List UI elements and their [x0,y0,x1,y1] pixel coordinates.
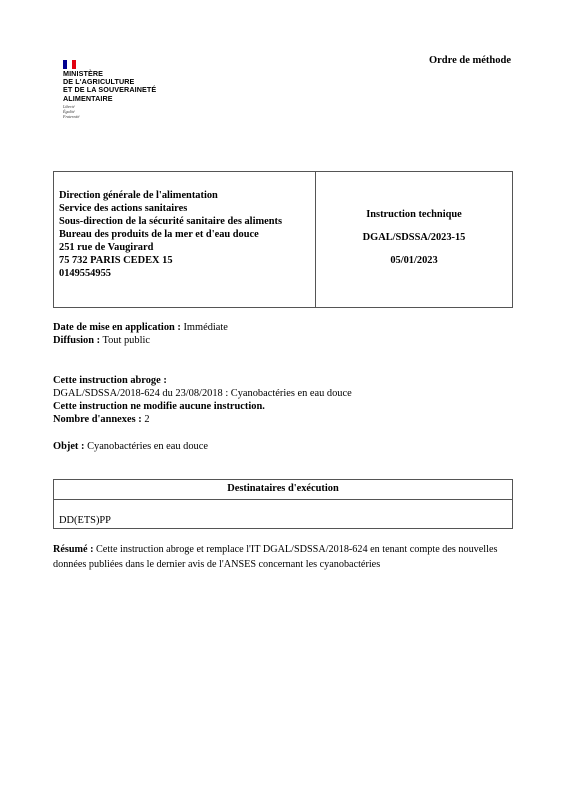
motto-line: Égalité [63,109,75,114]
logo-line: DE L'AGRICULTURE [63,77,135,87]
annexes-line [53,414,150,427]
diffusion-label: Diffusion : [53,335,101,346]
logo-line: MINISTÈRE [63,69,104,78]
issuer-line: 0149554955 [59,268,111,279]
republic-motto [63,104,79,119]
marianne-flag-icon [63,60,76,69]
document-type: Ordre de méthode [428,55,511,66]
issuer-line: 251 rue de Vaugirard [59,242,154,253]
issuer-line: Direction générale de l'alimentation [59,190,218,201]
reference-block [316,172,512,307]
header-box [53,171,513,308]
resume-text: Cette instruction abroge et remplace l'IT DGAL/SDSSA/2018-624 en tenant compte des nouvelles données publiées dans le dernier avis de l'ANSES concernant les cyanobactéries [53,544,498,570]
issuer-line: Sous-direction de la sécurité sanitaire des aliments [59,216,283,227]
destinataires-value: DD(ETS)PP [59,515,111,526]
issuer-block [54,172,316,307]
logo-line: ET DE LA SOUVERAINETÉ [63,85,157,95]
objet-value: Cyanobactéries en eau douce [87,441,208,452]
resume-paragraph [53,543,513,572]
instruction-date: 05/01/2023 [390,255,438,266]
modifie-text: Cette instruction ne modifie aucune instruction. [53,401,265,412]
instruction-type: Instruction technique [366,209,462,220]
annexes-value: 2 [144,414,150,425]
destinataires-title: Destinataires d'exécution [54,480,512,500]
abroge-value: DGAL/SDSSA/2018-624 du 23/08/2018 : Cyanobactéries en eau douce [53,388,352,399]
issuer-line: Service des actions sanitaires [59,203,188,214]
objet-line [53,441,208,454]
application-label: Date de mise en application : [53,322,181,333]
issuer-line: 75 732 PARIS CEDEX 15 [59,255,173,266]
diffusion-value: Tout public [102,335,150,346]
motto-line: Liberté [63,104,75,109]
flag-red [72,60,76,69]
motto-line: Fraternité [63,114,80,119]
ministry-logo-text [63,70,156,103]
destinataires-box [53,479,513,529]
reference-number: DGAL/SDSSA/2023-15 [362,232,466,243]
modifie-line [53,401,265,414]
abroge-label [53,375,167,388]
objet-label: Objet : [53,441,85,452]
application-value: Immédiate [183,322,228,333]
diffusion-line [53,335,150,348]
abroge-label-text: Cette instruction abroge : [53,375,167,386]
issuer-line: Bureau des produits de la mer et d'eau douce [59,229,259,240]
application-line [53,322,228,335]
resume-label: Résumé : [53,544,94,555]
logo-line: ALIMENTAIRE [63,93,113,103]
annexes-label: Nombre d'annexes : [53,414,142,425]
